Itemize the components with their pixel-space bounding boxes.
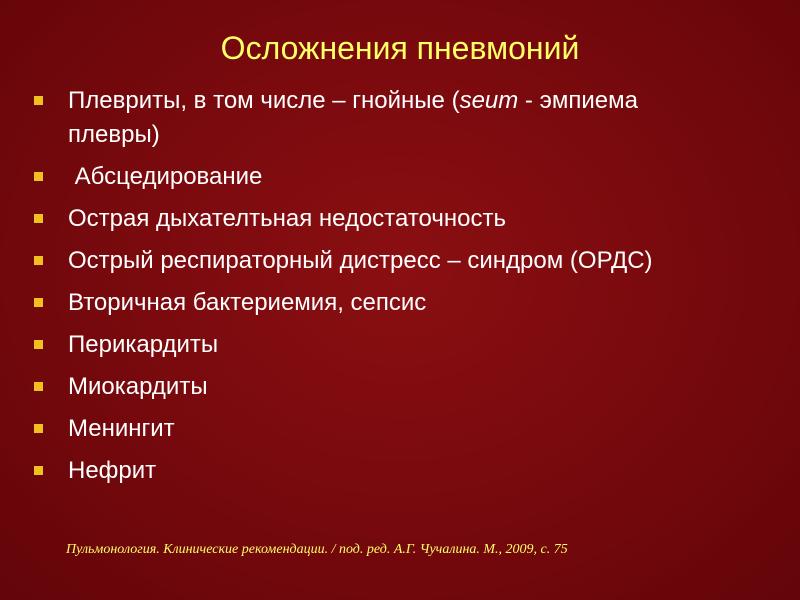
slide-title: Осложнения пневмоний <box>220 30 580 66</box>
list-item-text: Миокардиты <box>68 373 208 400</box>
list-item <box>30 286 690 320</box>
list-item <box>30 244 690 278</box>
list-item <box>30 202 690 236</box>
square-bullet-icon <box>34 382 43 391</box>
list-item <box>30 84 690 152</box>
list-item <box>30 160 690 194</box>
list-item-text: Менингит <box>68 415 175 442</box>
square-bullet-icon <box>34 96 43 105</box>
bullet-list <box>30 84 690 496</box>
list-item <box>30 370 690 404</box>
list-item-text: Острый респираторный дистресс – синдром (ОРДС) <box>68 247 653 274</box>
list-item <box>30 454 690 488</box>
list-item-italic-term: seum <box>459 87 519 114</box>
list-item-text: Вторичная бактериемия, сепсис <box>68 289 427 316</box>
square-bullet-icon <box>34 214 43 223</box>
square-bullet-icon <box>34 298 43 307</box>
citation: Пульмонология. Клинические рекомендации. / под. ред. А.Г. Чучалина. М., 2009, с. 75 <box>66 542 568 557</box>
list-item <box>30 412 690 446</box>
list-item-text: Абсцедирование <box>68 163 263 190</box>
list-item <box>30 328 690 362</box>
list-item-text-start: Плевриты, в том числе – гнойные ( <box>68 87 460 114</box>
list-item-text: Острая дыхателтьная недостаточность <box>68 205 506 232</box>
square-bullet-icon <box>34 256 43 265</box>
square-bullet-icon <box>34 424 43 433</box>
list-item-text: Перикардиты <box>68 331 219 358</box>
square-bullet-icon <box>34 466 43 475</box>
square-bullet-icon <box>34 172 43 181</box>
list-item-text-end: - эмпиема плевры) <box>68 87 638 148</box>
list-item-text: Нефрит <box>68 457 157 484</box>
square-bullet-icon <box>34 340 43 349</box>
